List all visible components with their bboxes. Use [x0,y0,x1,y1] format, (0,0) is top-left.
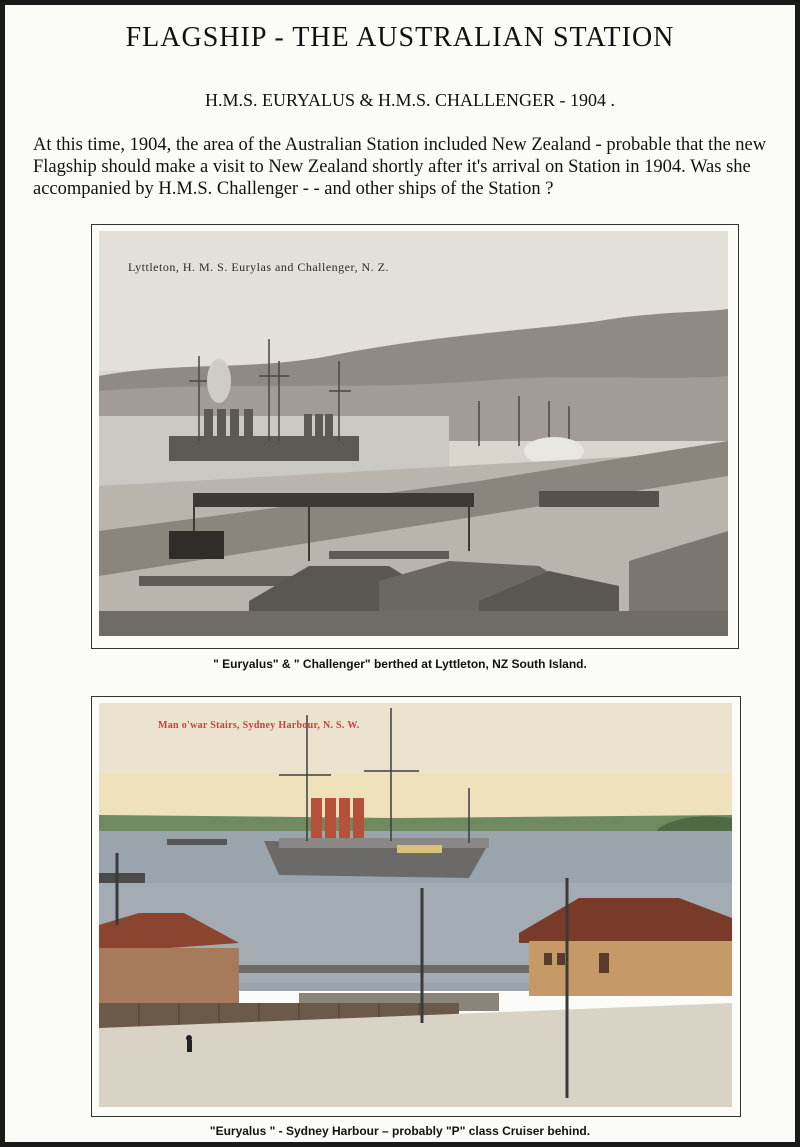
postcard-photo-lyttleton [99,231,728,636]
postcard-printed-label-sydney: Man o'war Stairs, Sydney Harbour, N. S. W. [158,720,360,731]
page-subtitle: H.M.S. EURYALUS & H.M.S. CHALLENGER - 1904 . [204,90,616,110]
sydney-scene [99,703,732,1107]
page-title: FLAGSHIP - THE AUSTRALIAN STATION [125,22,675,53]
lyttleton-scene [99,231,728,636]
postcard-caption-lyttleton: " Euryalus" & " Challenger" berthed at Lyttleton, NZ South Island. [213,657,587,671]
postcard-caption-sydney: "Euryalus " - Sydney Harbour – probably "P" class Cruiser behind. [209,1124,591,1138]
postcard-photo-sydney [99,703,732,1107]
intro-paragraph: At this time, 1904, the area of the Australian Station included New Zealand - probable that the new Flagship should make a visit to New Zealand shortly after it's arrival on Station in 1904. Was she accompanied by H.M.S. Challenger - - and other ships of the Station ? [33,135,767,199]
postcard-printed-label-lyttleton: Lyttleton, H. M. S. Eurylas and Challenger, N. Z. [128,260,389,274]
